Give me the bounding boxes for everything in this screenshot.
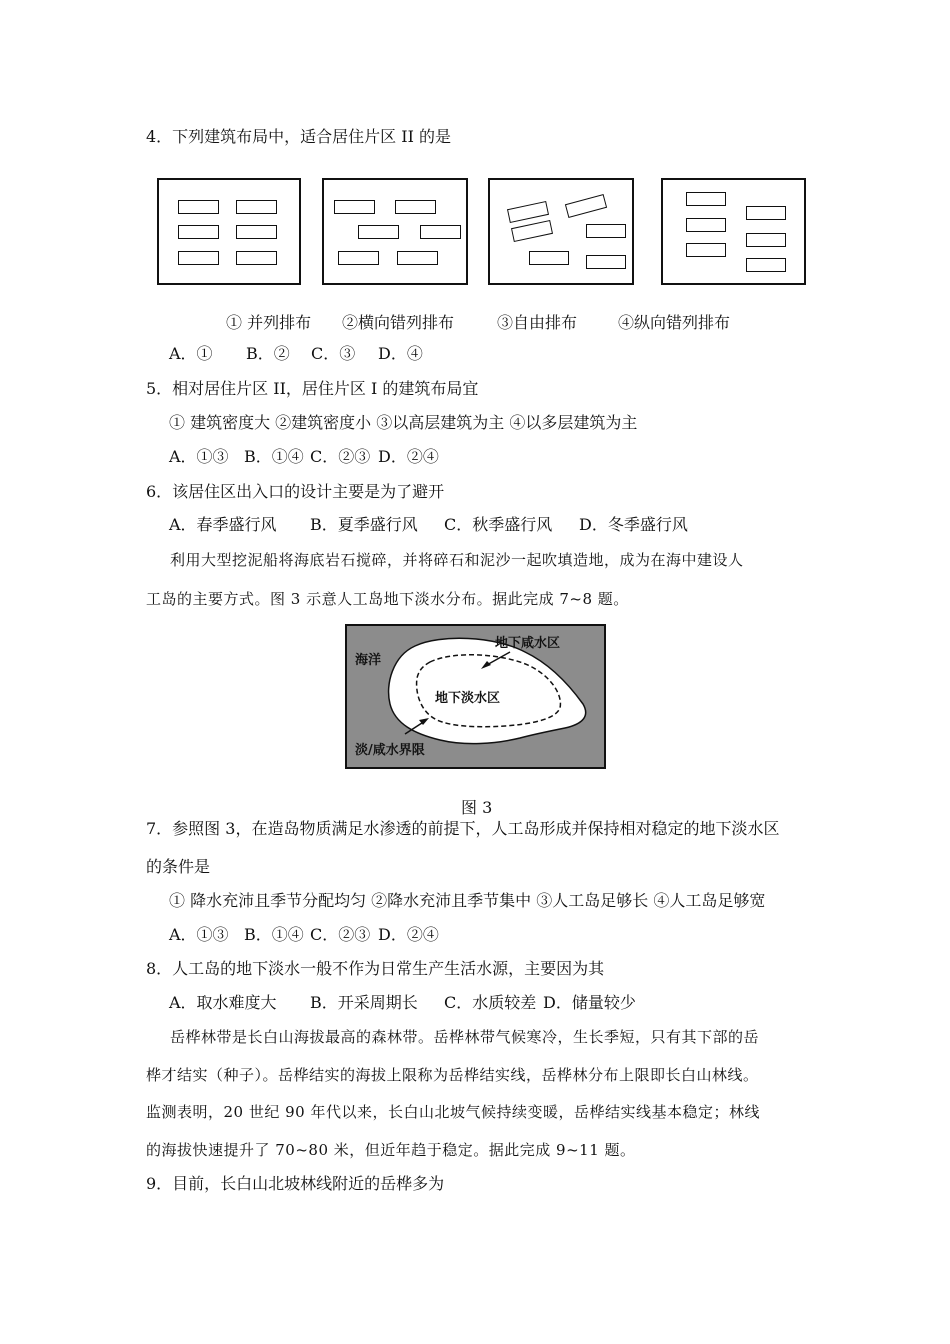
q8-option-b: B．开采周期长 [310,993,418,1012]
q7-option-d: D．②④ [378,925,439,944]
building [746,233,786,247]
layout-caption-4: ④纵向错列排布 [618,313,731,332]
building [746,258,786,272]
q4-option-c: C．③ [311,344,356,363]
building [395,200,436,214]
passage2-line4: 的海拔快速提升了 70~80 米，但近年趋于稳定。据此完成 9~11 题。 [146,1141,636,1159]
layout-caption-3: ③自由排布 [497,313,578,332]
q9-stem: 9．目前，长白山北坡林线附近的岳桦多为 [146,1174,445,1193]
q5-option-b: B．①④ [244,447,304,466]
building [178,251,219,265]
building [507,201,549,223]
q7-option-c: C．②③ [310,925,371,944]
building [420,225,461,239]
q6-option-b: B．夏季盛行风 [310,515,418,534]
q4-option-a: A．① [169,344,213,363]
q4-stem: 4．下列建筑布局中，适合居住片区 II 的是 [146,127,451,146]
building [746,206,786,220]
layout-vertical-staggered-box [661,178,806,285]
q6-stem: 6．该居住区出入口的设计主要是为了避开 [146,482,445,501]
q7-stem-line2: 的条件是 [146,857,211,876]
layout-horizontal-staggered-box [322,178,468,285]
building [334,200,375,214]
passage1-line2: 工岛的主要方式。图 3 示意人工岛地下淡水分布。据此完成 7~8 题。 [146,590,629,608]
q4-option-d: D．④ [378,344,423,363]
layout-caption-1: ① 并列排布 [226,313,312,332]
building [511,220,553,242]
building [236,200,277,214]
passage1-line1: 利用大型挖泥船将海底岩石搅碎，并将碎石和泥沙一起吹填造地，成为在海中建设人 [170,551,744,569]
q5-option-d: D．②④ [378,447,439,466]
building [586,255,626,269]
label-saltwater: 地下咸水区 [495,636,561,651]
building [529,251,569,265]
label-freshwater: 地下淡水区 [435,691,501,706]
q8-option-d: D．储量较少 [543,993,636,1012]
q7-items: ① 降水充沛且季节分配均匀 ②降水充沛且季节集中 ③人工岛足够长 ④人工岛足够宽 [169,891,766,910]
q8-option-a: A．取水难度大 [169,993,277,1012]
layout-free-box [488,178,634,285]
q5-items: ① 建筑密度大 ②建筑密度小 ③以高层建筑为主 ④以多层建筑为主 [169,413,638,432]
label-boundary: 淡/咸水界限 [355,743,425,758]
building [178,200,219,214]
q7-option-a: A．①③ [169,925,229,944]
building [686,243,726,257]
figure3-island-map [345,624,606,769]
passage2-line3: 监测表明，20 世纪 90 年代以来，长白山北坡气候持续变暖，岳桦结实线基本稳定；林线 [146,1103,760,1121]
building [686,218,726,232]
passage2-line1: 岳桦林带是长白山海拔最高的森林带。岳桦林带气候寒冷，生长季短，只有其下部的岳 [170,1028,760,1046]
layout-caption-2: ②横向错列排布 [342,313,455,332]
building [236,225,277,239]
q7-option-b: B．①④ [244,925,304,944]
layout-parallel-box [157,178,301,285]
q6-option-c: C．秋季盛行风 [444,515,553,534]
figure3-caption: 图 3 [461,798,493,817]
building [358,225,399,239]
q4-option-b: B．② [246,344,290,363]
building [397,251,438,265]
q8-option-c: C．水质较差 [444,993,537,1012]
q8-stem: 8．人工岛的地下淡水一般不作为日常生产生活水源，主要因为其 [146,959,605,978]
passage2-line2: 桦才结实（种子）。岳桦结实的海拔上限称为岳桦结实线，岳桦林分布上限即长白山林线。 [146,1066,759,1084]
label-ocean: 海洋 [355,653,382,668]
q7-stem-line1: 7．参照图 3，在造岛物质满足水渗透的前提下，人工岛形成并保持相对稳定的地下淡水区 [146,819,780,838]
building [565,194,607,218]
building [686,192,726,206]
q5-option-a: A．①③ [169,447,229,466]
q5-stem: 5．相对居住片区 II，居住片区 I 的建筑布局宜 [146,379,479,398]
q6-option-d: D．冬季盛行风 [579,515,688,534]
building [586,224,626,238]
q6-option-a: A．春季盛行风 [169,515,277,534]
building [236,251,277,265]
building [178,225,219,239]
building [338,251,379,265]
q5-option-c: C．②③ [310,447,371,466]
